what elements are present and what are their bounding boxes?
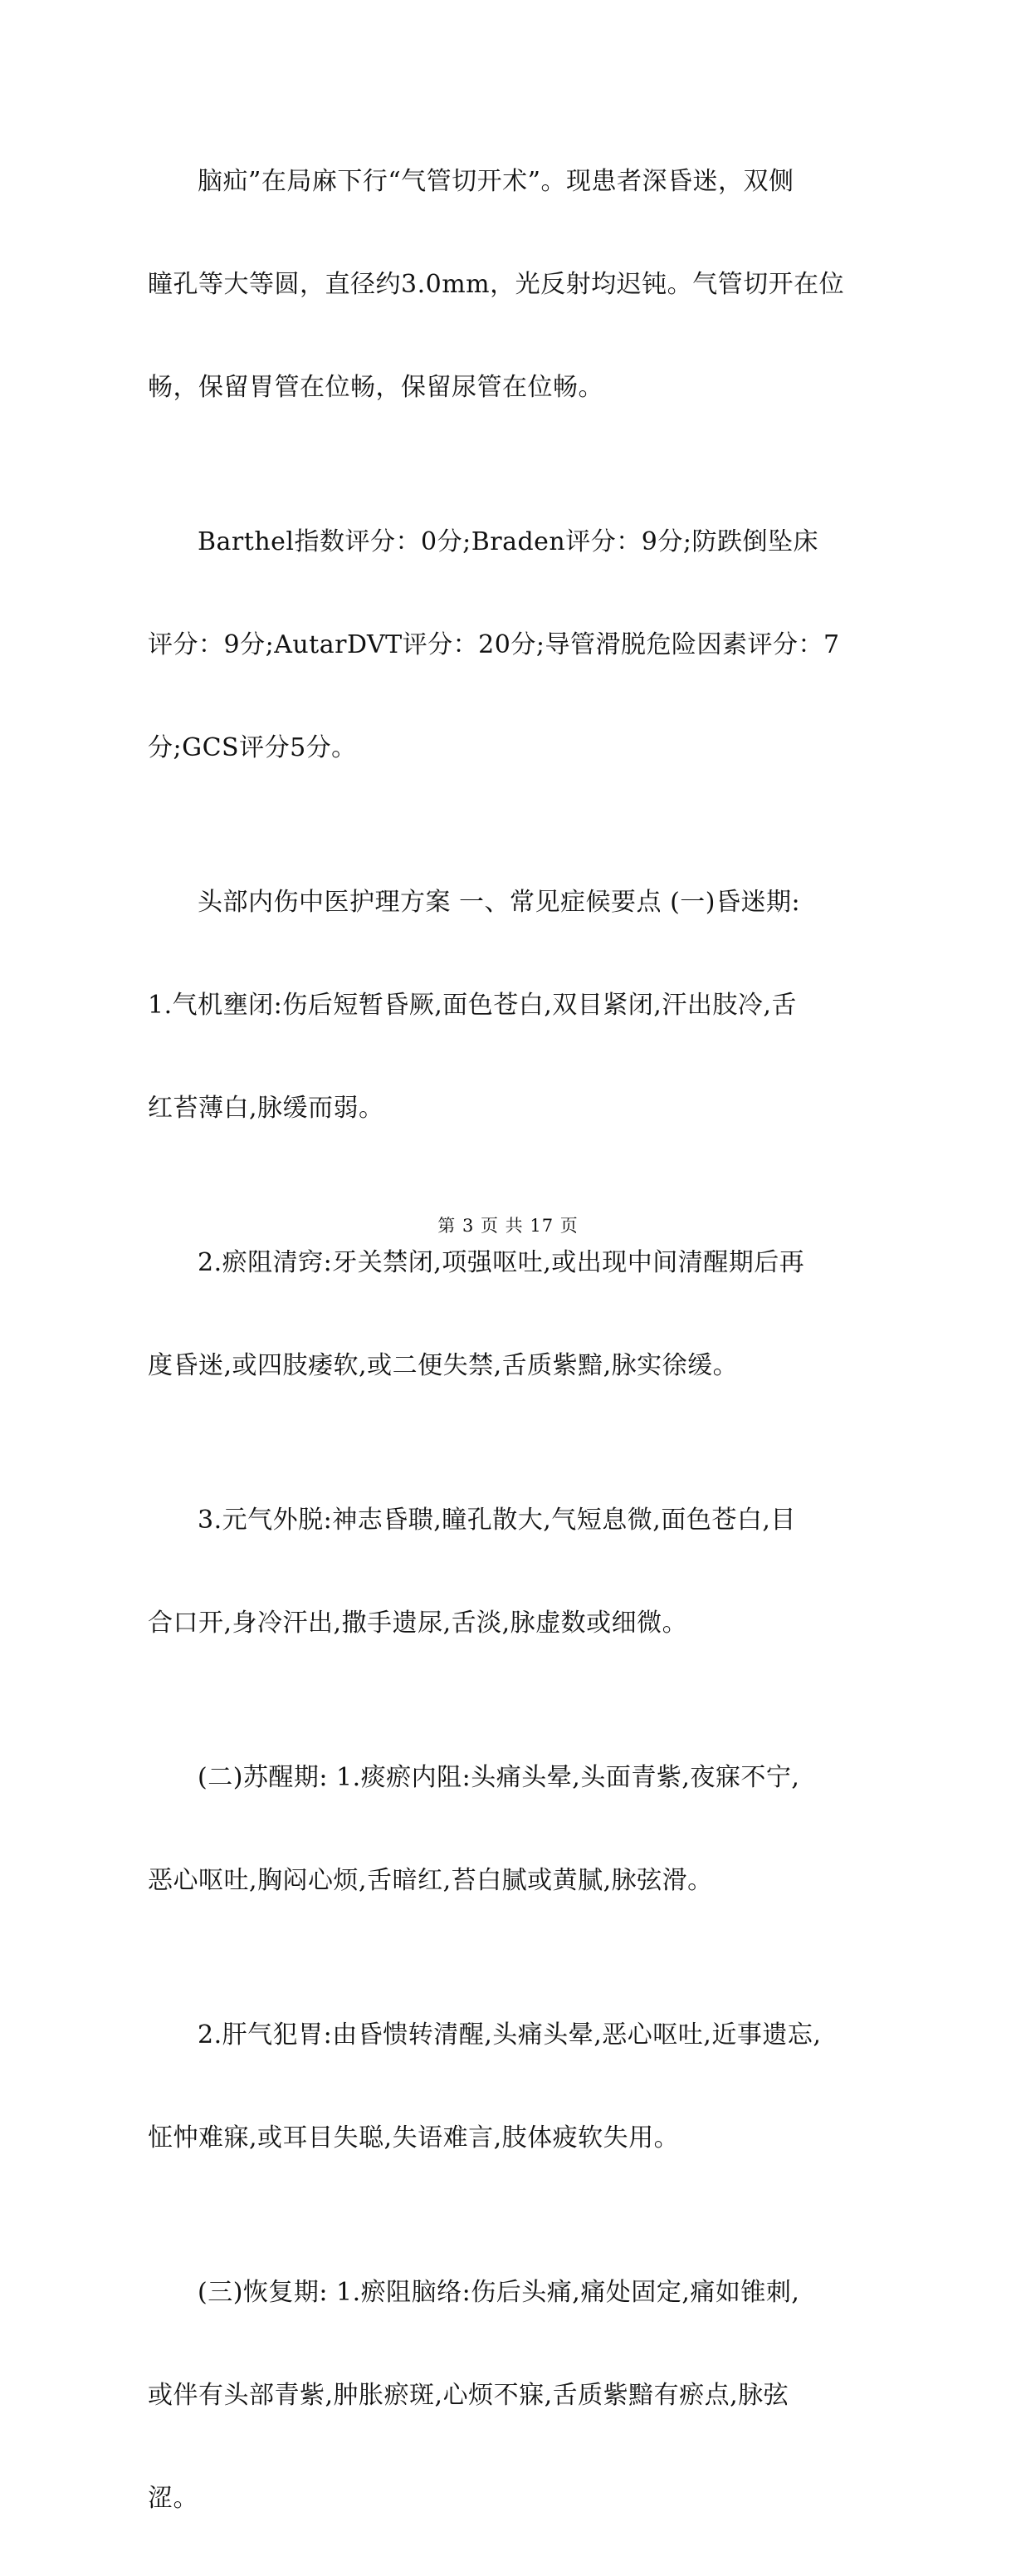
paragraph-line: 评分：9分;AutarDVT评分：20分;导管滑脱危险因素评分：7 [148, 630, 840, 659]
paragraph-line: 分;GCS评分5分。 [148, 733, 357, 762]
paragraph-line: 畅，保留胃管在位畅，保留尿管在位畅。 [148, 373, 603, 402]
paragraph-liver-qi [148, 1958, 870, 2216]
paragraph-line: 怔忡难寐,或耳目失聪,失语难言,肢体疲软失用。 [148, 2123, 680, 2152]
paragraph-recovery [148, 2216, 870, 2576]
paragraph-line: (二)苏醒期: 1.痰瘀内阻:头痛头晕,头面青紫,夜寐不宁, [198, 1763, 800, 1792]
paragraph-line: 2.肝气犯胃:由昏愦转清醒,头痛头晕,恶心呕吐,近事遗忘, [198, 2020, 822, 2050]
paragraph-clinical-status [148, 105, 870, 465]
paragraph-line: 头部内伤中医护理方案 一、常见症候要点 (一)昏迷期: [198, 888, 801, 917]
paragraph-line: 涩。 [148, 2484, 198, 2513]
paragraph-line: (三)恢复期: 1.瘀阻脑络:伤后头痛,痛处固定,痛如锥刺, [198, 2278, 800, 2307]
paragraph-line: 3.元气外脱:神志昏聩,瞳孔散大,气短息微,面色苍白,目 [198, 1506, 796, 1535]
paragraph-line: 合口开,身冷汗出,撒手遗尿,舌淡,脉虚数或细微。 [148, 1609, 688, 1638]
paragraph-line: 瞳孔等大等圆，直径约3.0mm，光反射均迟钝。气管切开在位 [148, 270, 845, 299]
paragraph-line: 或伴有头部青紫,肿胀瘀斑,心烦不寐,舌质紫黯有瘀点,脉弦 [148, 2381, 789, 2410]
paragraph-line: Barthel指数评分：0分;Braden评分：9分;防跌倒坠床 [198, 527, 818, 556]
paragraph-line: 度昏迷,或四肢痿软,或二便失禁,舌质紫黯,脉实徐缓。 [148, 1351, 739, 1380]
paragraph-line: 恶心呕吐,胸闷心烦,舌暗红,苔白腻或黄腻,脉弦滑。 [148, 1866, 713, 1895]
page-number-footer: 第 3 页 共 17 页 [437, 1216, 579, 1236]
paragraph-line: 2.瘀阻清窍:牙关禁闭,项强呕吐,或出现中间清醒期后再 [198, 1248, 805, 1277]
paragraph-coma-stage [148, 825, 870, 1186]
document-body [148, 105, 870, 2576]
paragraph-collapse [148, 1443, 870, 1701]
paragraph-line: 1.气机壅闭:伤后短暂昏厥,面色苍白,双目紧闭,汗出肢冷,舌 [148, 991, 797, 1020]
paragraph-awakening [148, 1701, 870, 1958]
paragraph-line: 脑疝”在局麻下行“气管切开术”。现患者深昏迷，双侧 [198, 167, 794, 196]
paragraph-line: 红苔薄白,脉缓而弱。 [148, 1094, 384, 1123]
paragraph-scores [148, 465, 870, 825]
